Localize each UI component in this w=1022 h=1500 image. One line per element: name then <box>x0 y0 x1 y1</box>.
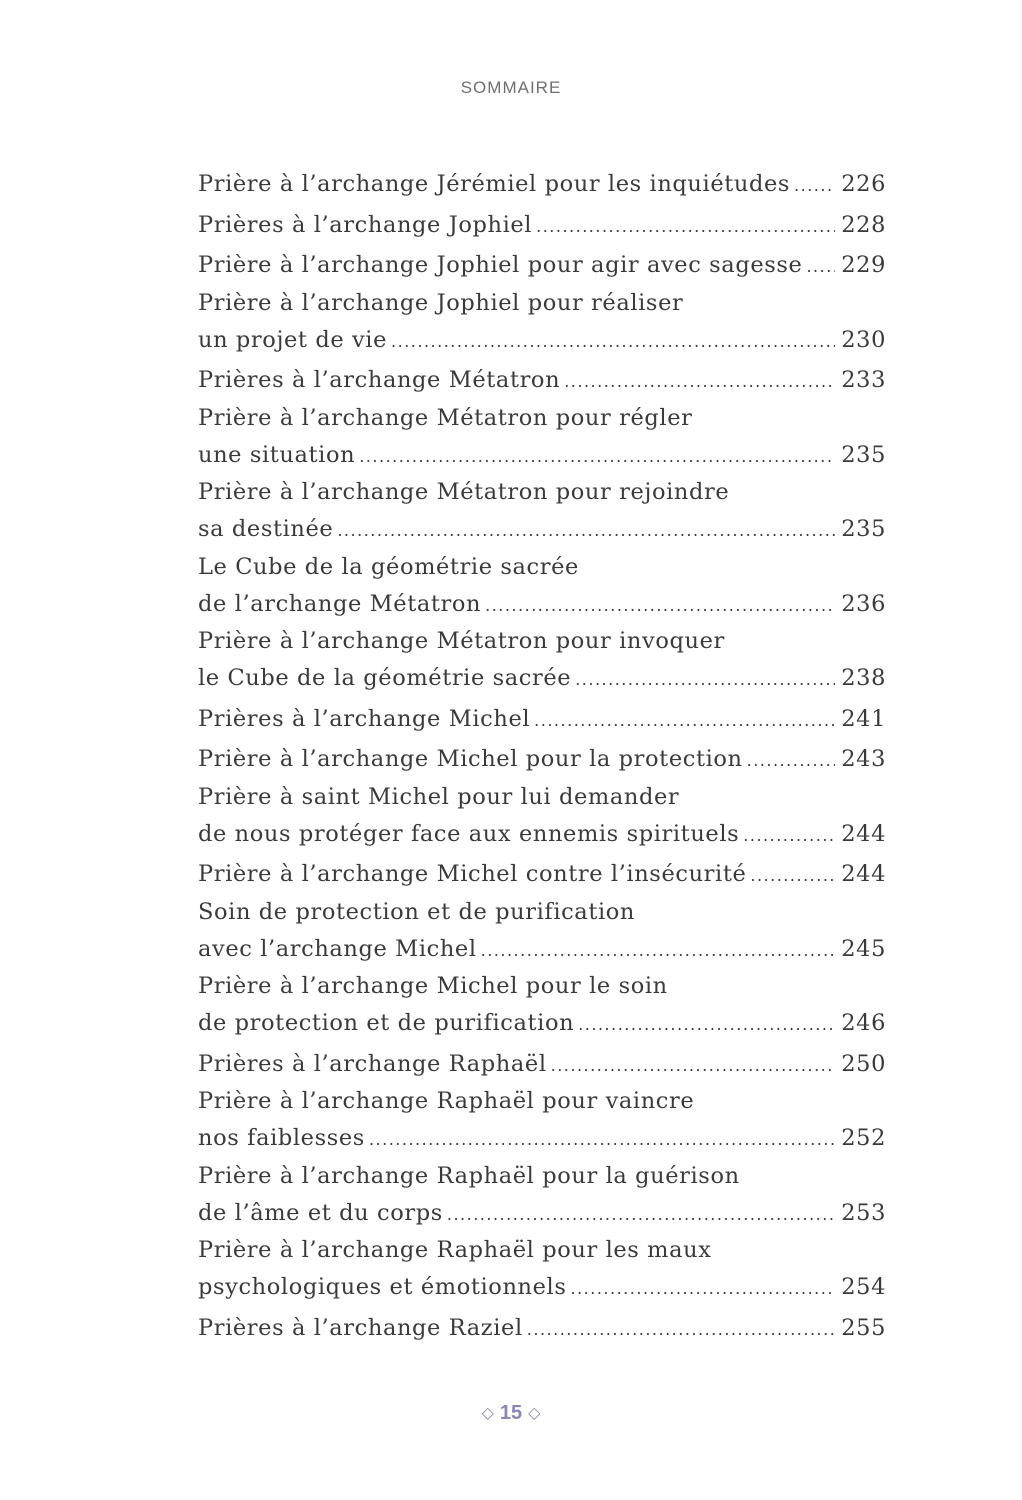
toc-entry-page: 254 <box>841 1274 886 1300</box>
toc-entry <box>198 1084 886 1159</box>
dot-leader <box>575 660 835 701</box>
toc-entry-title: Prière à l’archange Jérémiel pour les inquiétudes <box>198 171 791 197</box>
toc-entry-page: 255 <box>841 1314 886 1341</box>
toc-entry-row <box>198 320 886 361</box>
toc-entry-title: Prière à l’archange Michel contre l’insécurité <box>198 861 747 887</box>
toc-entry-page: 235 <box>841 441 886 468</box>
toc-entry-page: 243 <box>841 746 886 772</box>
toc-entry <box>198 1159 886 1234</box>
toc-entry-row <box>198 360 886 401</box>
toc-entry-page: 236 <box>841 590 886 617</box>
toc-entry <box>198 164 886 205</box>
toc-entry-title-line: Soin de protection et de purification <box>198 898 635 925</box>
toc-entry-page: 250 <box>841 1050 886 1077</box>
toc-entry-page: 230 <box>841 326 886 353</box>
toc-entry-title-line: Prière à l’archange Raphaël pour la guérison <box>198 1162 740 1189</box>
dot-leader <box>337 511 835 552</box>
table-of-contents <box>198 164 886 1348</box>
toc-entry <box>198 245 886 286</box>
toc-entry-title: une situation <box>198 441 356 468</box>
toc-entry-row <box>198 854 886 895</box>
toc-entry-title: Prière à l’archange Jophiel pour agir avec sagesse <box>198 252 803 278</box>
toc-entry-title-line: Prière à l’archange Michel pour le soin <box>198 973 668 999</box>
toc-entry-page: 245 <box>841 935 886 962</box>
toc-entry-row <box>198 814 886 855</box>
toc-entry-title: de l’archange Métatron <box>198 590 482 617</box>
toc-entry-row <box>198 164 886 205</box>
toc-entry-title: Prières à l’archange Raziel <box>198 1314 523 1341</box>
toc-entry <box>198 699 886 740</box>
toc-entry-row <box>198 929 886 970</box>
toc-entry-page: 253 <box>841 1199 886 1226</box>
toc-entry-title: de protection et de purification <box>198 1010 575 1036</box>
toc-entry-title-line: Prière à l’archange Jophiel pour réaliser <box>198 289 684 316</box>
toc-entry <box>198 1308 886 1349</box>
toc-entry-title: de l’âme et du corps <box>198 1199 443 1226</box>
dot-leader <box>551 1046 836 1087</box>
page-folio <box>0 1402 1022 1425</box>
dot-leader <box>794 166 835 207</box>
dot-leader <box>369 1120 835 1161</box>
toc-entry-title-line: Prière à saint Michel pour lui demander <box>198 783 680 810</box>
toc-entry <box>198 205 886 246</box>
dot-leader <box>578 1005 835 1046</box>
toc-entry-page: 228 <box>841 211 886 238</box>
toc-entry-page: 235 <box>841 516 886 542</box>
page-number: 15 <box>499 1402 523 1424</box>
dot-leader <box>485 586 835 627</box>
toc-entry-title: Prière à l’archange Michel pour la protection <box>198 746 743 772</box>
toc-entry-title: Prières à l’archange Michel <box>198 705 531 732</box>
running-head: SOMMAIRE <box>460 78 562 97</box>
dot-leader <box>743 816 835 857</box>
toc-entry-title: un projet de vie <box>198 326 388 353</box>
dot-leader <box>359 437 835 478</box>
toc-entry-title: psychologiques et émotionnels <box>198 1274 567 1300</box>
dot-leader <box>806 247 835 288</box>
dot-leader <box>534 701 835 742</box>
toc-entry-page: 229 <box>841 252 886 278</box>
toc-entry <box>198 1233 886 1308</box>
toc-entry <box>198 360 886 401</box>
dot-leader <box>481 931 836 972</box>
dot-leader <box>564 362 835 403</box>
toc-entry-title-line: Le Cube de la géométrie sacrée <box>198 553 579 580</box>
toc-entry-row <box>198 1267 886 1308</box>
toc-entry-title-line: Prière à l’archange Raphaël pour les maux <box>198 1237 712 1263</box>
toc-entry <box>198 624 886 699</box>
toc-entry <box>198 286 886 361</box>
toc-entry-page: 252 <box>841 1125 886 1151</box>
toc-entry-title: le Cube de la géométrie sacrée <box>198 665 572 691</box>
toc-entry <box>198 401 886 476</box>
dot-leader <box>570 1269 835 1310</box>
toc-entry <box>198 739 886 780</box>
toc-entry-page: 244 <box>841 861 886 887</box>
toc-entry-title: de nous protéger face aux ennemis spirituels <box>198 820 740 847</box>
toc-entry <box>198 895 886 970</box>
toc-entry-row <box>198 584 886 625</box>
toc-entry-page: 241 <box>841 705 886 732</box>
toc-entry-page: 246 <box>841 1010 886 1036</box>
toc-entry-row <box>198 509 886 550</box>
toc-entry-row <box>198 699 886 740</box>
dot-leader <box>536 207 835 248</box>
toc-entry-row <box>198 435 886 476</box>
dot-leader <box>391 322 835 363</box>
dot-leader <box>747 741 836 782</box>
toc-entry-page: 233 <box>841 367 886 393</box>
toc-entry-title: avec l’archange Michel <box>198 935 477 962</box>
diamond-right-icon: ◇ <box>528 1405 541 1422</box>
toc-entry-title: Prières à l’archange Métatron <box>198 367 561 393</box>
toc-entry-title: Prières à l’archange Jophiel <box>198 211 533 238</box>
toc-entry-title: Prières à l’archange Raphaël <box>198 1050 547 1077</box>
dot-leader <box>527 1310 835 1351</box>
toc-entry-page: 226 <box>841 171 886 197</box>
toc-entry <box>198 475 886 550</box>
toc-entry-row <box>198 245 886 286</box>
toc-entry-row <box>198 1003 886 1044</box>
diamond-left-icon: ◇ <box>481 1405 494 1422</box>
toc-entry-title: sa destinée <box>198 516 334 542</box>
toc-entry <box>198 550 886 625</box>
toc-entry-title-line: Prière à l’archange Raphaël pour vaincre <box>198 1088 695 1114</box>
toc-entry-row <box>198 658 886 699</box>
toc-entry <box>198 854 886 895</box>
toc-entry <box>198 1044 886 1085</box>
toc-entry-row <box>198 739 886 780</box>
toc-entry <box>198 780 886 855</box>
toc-entry-title-line: Prière à l’archange Métatron pour rejoindre <box>198 479 730 505</box>
toc-entry-title-line: Prière à l’archange Métatron pour invoquer <box>198 628 725 654</box>
toc-entry <box>198 969 886 1044</box>
toc-entry-row <box>198 1193 886 1234</box>
toc-entry-row <box>198 1118 886 1159</box>
dot-leader <box>750 856 835 897</box>
toc-entry-row <box>198 1308 886 1349</box>
toc-entry-row <box>198 1044 886 1085</box>
toc-entry-page: 244 <box>841 820 886 847</box>
dot-leader <box>447 1195 835 1236</box>
toc-entry-title: nos faiblesses <box>198 1125 365 1151</box>
toc-entry-row <box>198 205 886 246</box>
toc-entry-page: 238 <box>841 665 886 691</box>
toc-entry-title-line: Prière à l’archange Métatron pour régler <box>198 404 693 431</box>
